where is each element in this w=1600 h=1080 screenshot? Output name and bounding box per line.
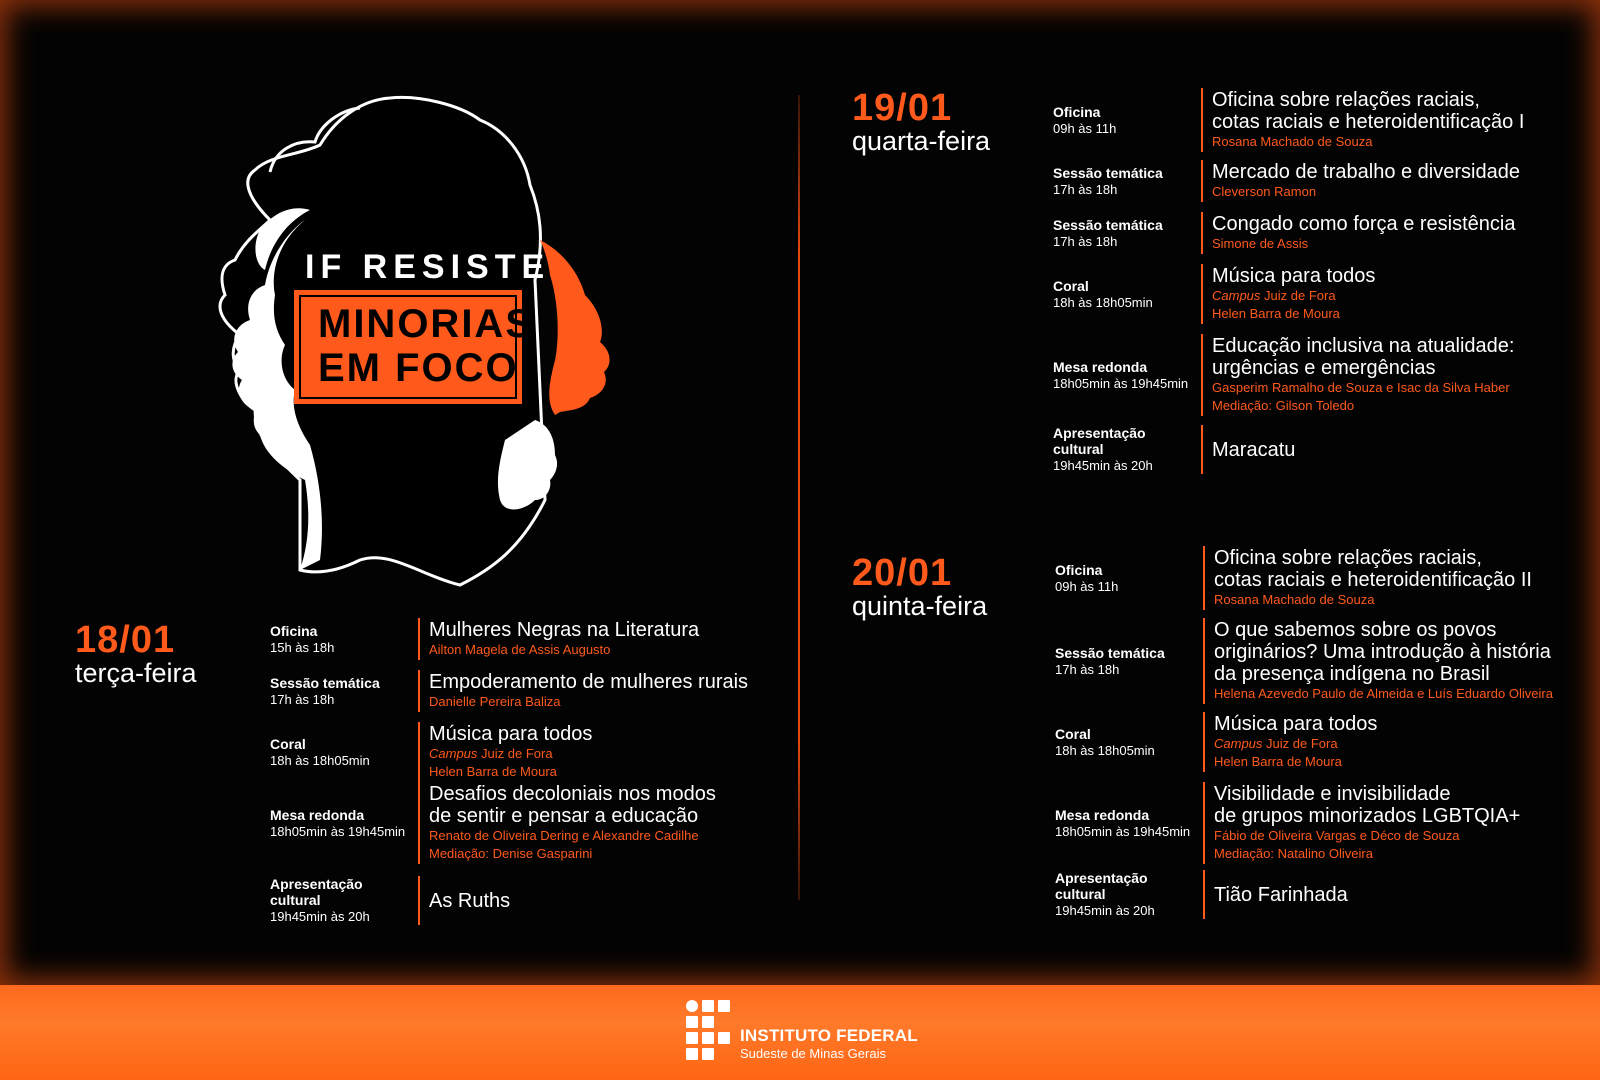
event-person: Helena Azevedo Paulo de Almeida e Luís Eduardo Oliveira bbox=[1214, 686, 1553, 701]
event-meta bbox=[1053, 278, 1201, 311]
event-type: Coral bbox=[1055, 725, 1091, 742]
day-date: 18/01 bbox=[75, 619, 176, 661]
event-person: Ailton Magela de Assis Augusto bbox=[429, 642, 611, 657]
schedule-item bbox=[1053, 160, 1520, 202]
event-person: Simone de Assis bbox=[1212, 236, 1309, 251]
event-time: 18h05min às 19h45min bbox=[1053, 375, 1189, 391]
event-meta bbox=[270, 675, 418, 708]
event-person: Danielle Pereira Baliza bbox=[429, 694, 561, 709]
kicker-title: IF RESISTE bbox=[305, 248, 551, 286]
event-time: 18h às 18h05min bbox=[270, 752, 370, 768]
event-time: 17h às 18h bbox=[270, 691, 335, 707]
event-title: Mulheres Negras na Literatura bbox=[429, 619, 700, 641]
event-time: 18h às 18h05min bbox=[1055, 742, 1155, 758]
schedule-item bbox=[1055, 870, 1348, 919]
day-header-19 bbox=[852, 87, 991, 156]
event-type: Apresentação cultural bbox=[270, 876, 363, 908]
event-person: Cleverson Ramon bbox=[1212, 184, 1317, 199]
day-weekday: terça-feira bbox=[75, 658, 197, 688]
org-subtitle: Sudeste de Minas Gerais bbox=[740, 1046, 886, 1061]
event-person: Fábio de Oliveira Vargas e Déco de Souza bbox=[1214, 828, 1460, 843]
event-campus: Campus Juiz de Fora bbox=[1212, 288, 1336, 303]
event-divider bbox=[1203, 546, 1205, 610]
schedule-item bbox=[1053, 425, 1295, 474]
orange-face-silhouette bbox=[540, 240, 610, 415]
event-meta bbox=[1053, 217, 1201, 250]
event-divider bbox=[1203, 870, 1205, 919]
event-person: Rosana Machado de Souza bbox=[1212, 134, 1373, 149]
event-time: 09h às 11h bbox=[1055, 578, 1119, 594]
event-campus: Campus Juiz de Fora bbox=[429, 746, 553, 761]
event-details bbox=[1212, 264, 1375, 324]
event-title: Desafios decoloniais nos modos bbox=[429, 783, 716, 805]
event-time: 17h às 18h bbox=[1053, 181, 1118, 197]
event-meta bbox=[270, 807, 418, 840]
schedule-item bbox=[1053, 88, 1524, 152]
schedule-item bbox=[1055, 546, 1532, 610]
event-details bbox=[1214, 712, 1377, 772]
event-divider bbox=[418, 670, 420, 712]
event-divider bbox=[1203, 618, 1205, 704]
event-details bbox=[429, 618, 699, 660]
event-meta bbox=[1055, 807, 1203, 840]
schedule-item bbox=[270, 782, 716, 864]
day-date: 20/01 bbox=[852, 552, 953, 594]
event-time: 18h05min às 19h45min bbox=[270, 823, 406, 839]
event-divider bbox=[418, 782, 420, 864]
event-type: Apresentação cultural bbox=[1055, 870, 1148, 902]
event-meta bbox=[1055, 726, 1203, 759]
event-divider bbox=[1201, 334, 1203, 416]
event-details bbox=[1214, 546, 1532, 610]
event-type: Sessão temática bbox=[270, 674, 380, 691]
event-meta bbox=[1053, 165, 1201, 198]
event-type: Apresentação cultural bbox=[1053, 425, 1146, 457]
event-title: de sentir e pensar a educação bbox=[429, 805, 699, 827]
event-campus: Campus Juiz de Fora bbox=[1214, 736, 1338, 751]
schedule-item bbox=[1055, 618, 1553, 704]
event-type: Sessão temática bbox=[1053, 216, 1163, 233]
headline-line-2: EM FOCO bbox=[318, 346, 519, 390]
event-divider bbox=[1203, 782, 1205, 864]
day-header-20 bbox=[852, 552, 988, 621]
event-divider bbox=[1201, 88, 1203, 152]
event-title: Música para todos bbox=[1214, 713, 1378, 735]
day-weekday: quinta-feira bbox=[852, 591, 988, 621]
event-time: 19h45min às 20h bbox=[1055, 903, 1155, 918]
event-title: O que sabemos sobre os povos bbox=[1214, 619, 1497, 641]
event-type: Mesa redonda bbox=[1055, 806, 1150, 823]
event-details bbox=[1214, 883, 1348, 907]
event-title: Música para todos bbox=[1212, 265, 1376, 287]
event-details bbox=[429, 889, 510, 913]
event-title: urgências e emergências bbox=[1212, 357, 1436, 379]
event-divider bbox=[418, 876, 420, 925]
schedule-item bbox=[270, 876, 510, 925]
event-type: Coral bbox=[270, 735, 306, 752]
event-type: Sessão temática bbox=[1055, 644, 1165, 661]
event-title: Educação inclusiva na atualidade: bbox=[1212, 335, 1515, 357]
headline-line-1: MINORIAS bbox=[318, 302, 534, 346]
event-title: Empoderamento de mulheres rurais bbox=[429, 671, 749, 693]
event-time: 19h45min às 20h bbox=[270, 909, 370, 924]
event-person: Rosana Machado de Souza bbox=[1214, 592, 1375, 607]
event-divider bbox=[1201, 264, 1203, 324]
event-title: Visibilidade e invisibilidade bbox=[1214, 783, 1451, 805]
event-divider bbox=[1201, 425, 1203, 474]
event-person: Renato de Oliveira Dering e Alexandre Cadilhe bbox=[429, 828, 699, 843]
event-meta bbox=[270, 736, 418, 769]
event-title: de grupos minorizados LGBTQIA+ bbox=[1214, 805, 1521, 827]
event-title: originários? Uma introdução à história bbox=[1214, 641, 1551, 663]
event-person: Helen Barra de Moura bbox=[429, 764, 557, 779]
event-title: cotas raciais e heteroidentificação I bbox=[1212, 111, 1525, 133]
org-name: INSTITUTO FEDERAL bbox=[740, 1026, 918, 1045]
event-details bbox=[1212, 212, 1516, 254]
event-type: Oficina bbox=[1055, 561, 1103, 578]
event-details bbox=[1214, 618, 1553, 704]
event-divider bbox=[1201, 160, 1203, 202]
event-time: 17h às 18h bbox=[1055, 661, 1120, 677]
event-time: 15h às 18h bbox=[270, 639, 335, 655]
event-meta bbox=[1053, 359, 1201, 392]
event-meta bbox=[1055, 562, 1203, 595]
event-person: Gasperim Ramalho de Souza e Isac da Silva Haber bbox=[1212, 380, 1510, 395]
schedule-item bbox=[270, 670, 748, 712]
event-time: 18h às 18h05min bbox=[1053, 294, 1153, 310]
event-meta bbox=[270, 623, 418, 656]
event-person: Helen Barra de Moura bbox=[1212, 306, 1340, 321]
event-title: Oficina sobre relações raciais, bbox=[1212, 89, 1480, 111]
event-type: Mesa redonda bbox=[270, 806, 365, 823]
event-title: Oficina sobre relações raciais, bbox=[1214, 547, 1482, 569]
event-divider bbox=[1201, 212, 1203, 254]
event-time: 18h05min às 19h45min bbox=[1055, 823, 1191, 839]
schedule-item bbox=[1053, 212, 1516, 254]
event-details bbox=[1212, 334, 1514, 416]
event-title: Mercado de trabalho e diversidade bbox=[1212, 161, 1520, 183]
event-title: Tião Farinhada bbox=[1214, 883, 1348, 906]
event-divider bbox=[418, 722, 420, 782]
event-divider bbox=[1203, 712, 1205, 772]
day-date: 19/01 bbox=[852, 87, 953, 129]
event-type: Sessão temática bbox=[1053, 164, 1163, 181]
event-person: Mediação: Gilson Toledo bbox=[1212, 398, 1355, 413]
event-type: Mesa redonda bbox=[1053, 358, 1148, 375]
event-type: Coral bbox=[1053, 277, 1089, 294]
event-person: Helen Barra de Moura bbox=[1214, 754, 1342, 769]
day-header-18 bbox=[75, 619, 197, 688]
schedule-item bbox=[270, 722, 592, 782]
event-type: Oficina bbox=[1053, 103, 1101, 120]
event-meta bbox=[1055, 645, 1203, 678]
column-divider bbox=[798, 95, 800, 900]
schedule-item bbox=[270, 618, 699, 660]
event-time: 17h às 18h bbox=[1053, 233, 1118, 249]
event-details bbox=[1212, 88, 1524, 152]
event-details bbox=[429, 782, 716, 864]
event-details bbox=[1212, 438, 1295, 462]
event-title: Congado como força e resistência bbox=[1212, 213, 1516, 235]
event-title: As Ruths bbox=[429, 889, 511, 912]
event-time: 19h45min às 20h bbox=[1053, 458, 1153, 473]
event-details bbox=[1214, 782, 1520, 864]
event-divider bbox=[418, 618, 420, 660]
event-person: Mediação: Natalino Oliveira bbox=[1214, 846, 1373, 861]
schedule-item bbox=[1055, 782, 1520, 864]
event-type: Oficina bbox=[270, 622, 318, 639]
event-title: Música para todos bbox=[429, 723, 593, 745]
event-title: Maracatu bbox=[1212, 438, 1296, 461]
event-title: cotas raciais e heteroidentificação II bbox=[1214, 569, 1532, 591]
schedule-item bbox=[1055, 712, 1377, 772]
event-details bbox=[1212, 160, 1520, 202]
event-meta bbox=[1053, 104, 1201, 137]
event-details bbox=[429, 722, 592, 782]
event-meta bbox=[1053, 425, 1201, 474]
event-title: da presença indígena no Brasil bbox=[1214, 663, 1490, 685]
day-weekday: quarta-feira bbox=[852, 126, 991, 156]
event-details bbox=[429, 670, 748, 712]
event-meta bbox=[270, 876, 418, 925]
event-meta bbox=[1055, 870, 1203, 919]
schedule-item bbox=[1053, 264, 1375, 324]
schedule-item bbox=[1053, 334, 1514, 416]
event-person: Mediação: Denise Gasparini bbox=[429, 846, 593, 861]
if-grid-logo-icon bbox=[686, 1000, 732, 1060]
event-time: 09h às 11h bbox=[1053, 120, 1117, 136]
